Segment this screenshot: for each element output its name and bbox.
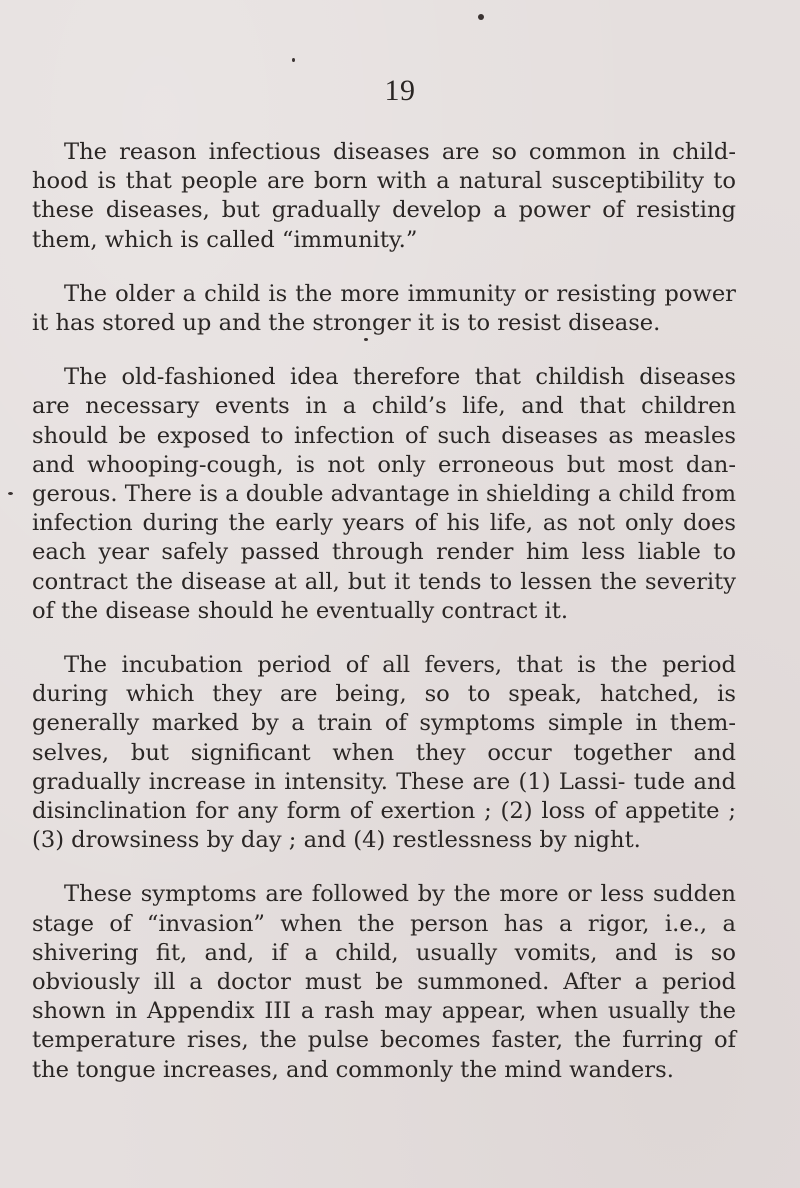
page-number: 19	[384, 74, 416, 107]
ink-speck	[292, 58, 295, 62]
ink-speck	[8, 492, 13, 495]
paragraph: These symptoms are followed by the more or less sudden stage of “invasion” when the person has a rigor, i.e., a shivering fit, and, if a child, usually vomits, and is so obviously ill a doctor must be summoned. After a period shown in Appendix III a rash may appear, when usually the temperature rises, the pulse becomes faster, the furring of the tongue increases, and commonly the mind wanders.	[32, 881, 736, 1083]
paragraph: The older a child is the more immunity or resisting power it has stored up and the stronger it is to resist disease.	[32, 280, 736, 337]
body-text	[32, 138, 736, 1085]
paragraph: The incubation period of all fevers, that is the period during which they are being, so to speak, hatched, is generally marked by a train of symptoms simple in them- selves, but significant when they occur together and gradually increase in intensity. These are (1) Lassi- tude and disinclination for any form of exertion ; (2) loss of appetite ; (3) drowsiness by day ; and (4) restlessness by night.	[32, 652, 736, 854]
paragraph: The reason infectious diseases are so common in child- hood is that people are born with a natural susceptibility to these diseases, but gradually develop a power of resisting them, which is called “immunity.”	[32, 139, 736, 253]
ink-speck	[478, 14, 484, 20]
paragraph: The old-fashioned idea therefore that childish diseases are necessary events in a child’s life, and that children should be exposed to infection of such diseases as measles and whooping-cough, is not only erroneous but most dan- gerous. There is a double advantage in shielding a child from infection during the early years of his life, as not only does each year safely passed through render him less liable to contract the disease at all, but it tends to lessen the severity of the disease should he eventually contract it.	[32, 364, 736, 624]
